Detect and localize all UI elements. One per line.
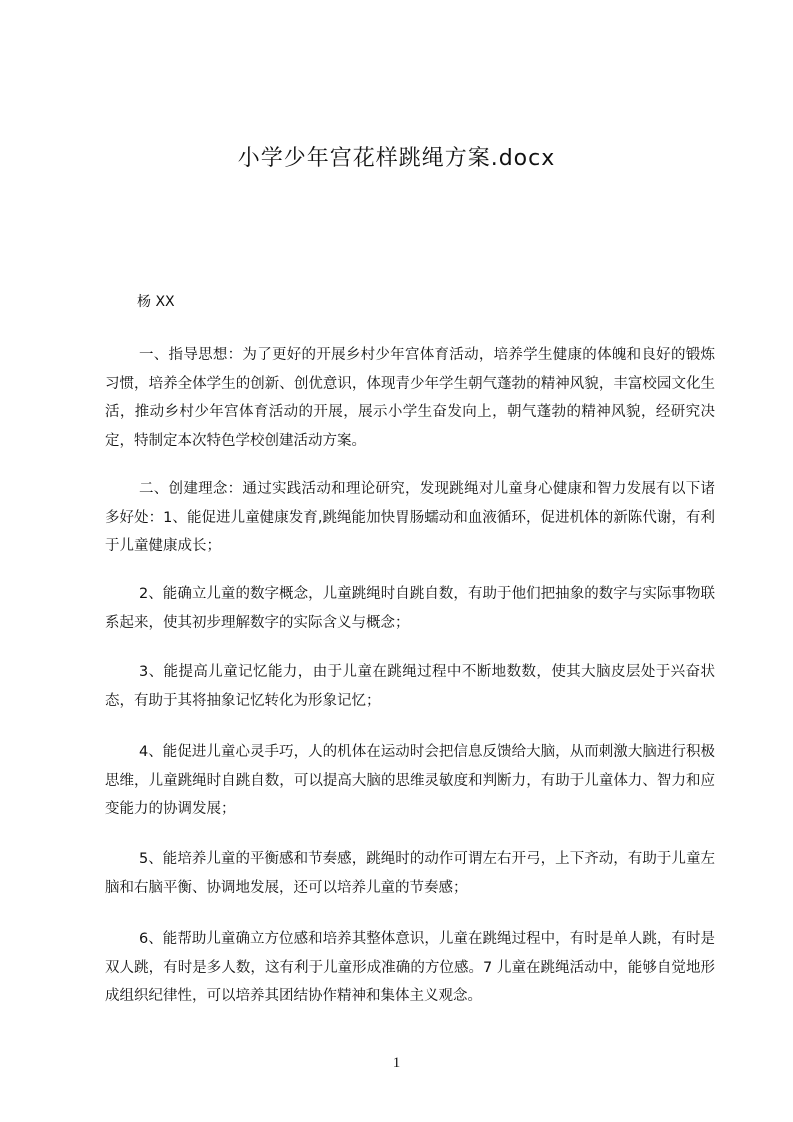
paragraph-benefit-2: 2、能确立儿童的数字概念，儿童跳绳时自跳自数，有助于他们把抽象的数字与实际事物联系起来，使其初步理解数字的实际含义与概念；	[105, 586, 715, 631]
paragraph-creation-concept: 二、创建理念：通过实践活动和理论研究，发现跳绳对儿童身心健康和智力发展有以下诸多好处：1、能促进儿童健康发育,跳绳能加快胃肠蠕动和血液循环，促进机体的新陈代谢，有利于儿童健康成长；	[105, 481, 715, 554]
paragraph-benefit-4: 4、能促进儿童心灵手巧，人的机体在运动时会把信息反馈给大脑，从而刺激大脑进行积极思维，儿童跳绳时自跳自数，可以提高大脑的思维灵敏度和判断力，有助于儿童体力、智力和应变能力的协调发展；	[105, 744, 715, 817]
paragraph-benefit-5: 5、能培养儿童的平衡感和节奏感，跳绳时的动作可谓左右开弓，上下齐动，有助于儿童左脑和右脑平衡、协调地发展，还可以培养儿童的节奏感；	[105, 851, 715, 896]
paragraph-benefit-3: 3、能提高儿童记忆能力，由于儿童在跳绳过程中不断地数数，使其大脑皮层处于兴奋状态，有助于其将抽象记忆转化为形象记忆；	[105, 664, 715, 709]
document-title: 小学少年宫花样跳绳方案.docx	[237, 146, 556, 171]
author-name: 杨 XX	[137, 294, 175, 310]
page-number: 1	[392, 1055, 401, 1071]
paragraph-guiding-ideology: 一、指导思想：为了更好的开展乡村少年宫体育活动，培养学生健康的体魄和良好的锻炼习惯，培养全体学生的创新、创优意识，体现青少年学生朝气蓬勃的精神风貌，丰富校园文化生活，推动乡村少年宫体育活动的开展，展示小学生奋发向上，朝气蓬勃的精神风貌，经研究决定，特制定本次特色学校创建活动方案。	[105, 347, 715, 449]
paragraph-benefit-6: 6、能帮助儿童确立方位感和培养其整体意识，儿童在跳绳过程中，有时是单人跳，有时是双人跳，有时是多人数，这有利于儿童形成准确的方位感。7 儿童在跳绳活动中，能够自觉地形成组织纪律性，可以培养其团结协作精神和集体主义观念。	[105, 931, 715, 1004]
